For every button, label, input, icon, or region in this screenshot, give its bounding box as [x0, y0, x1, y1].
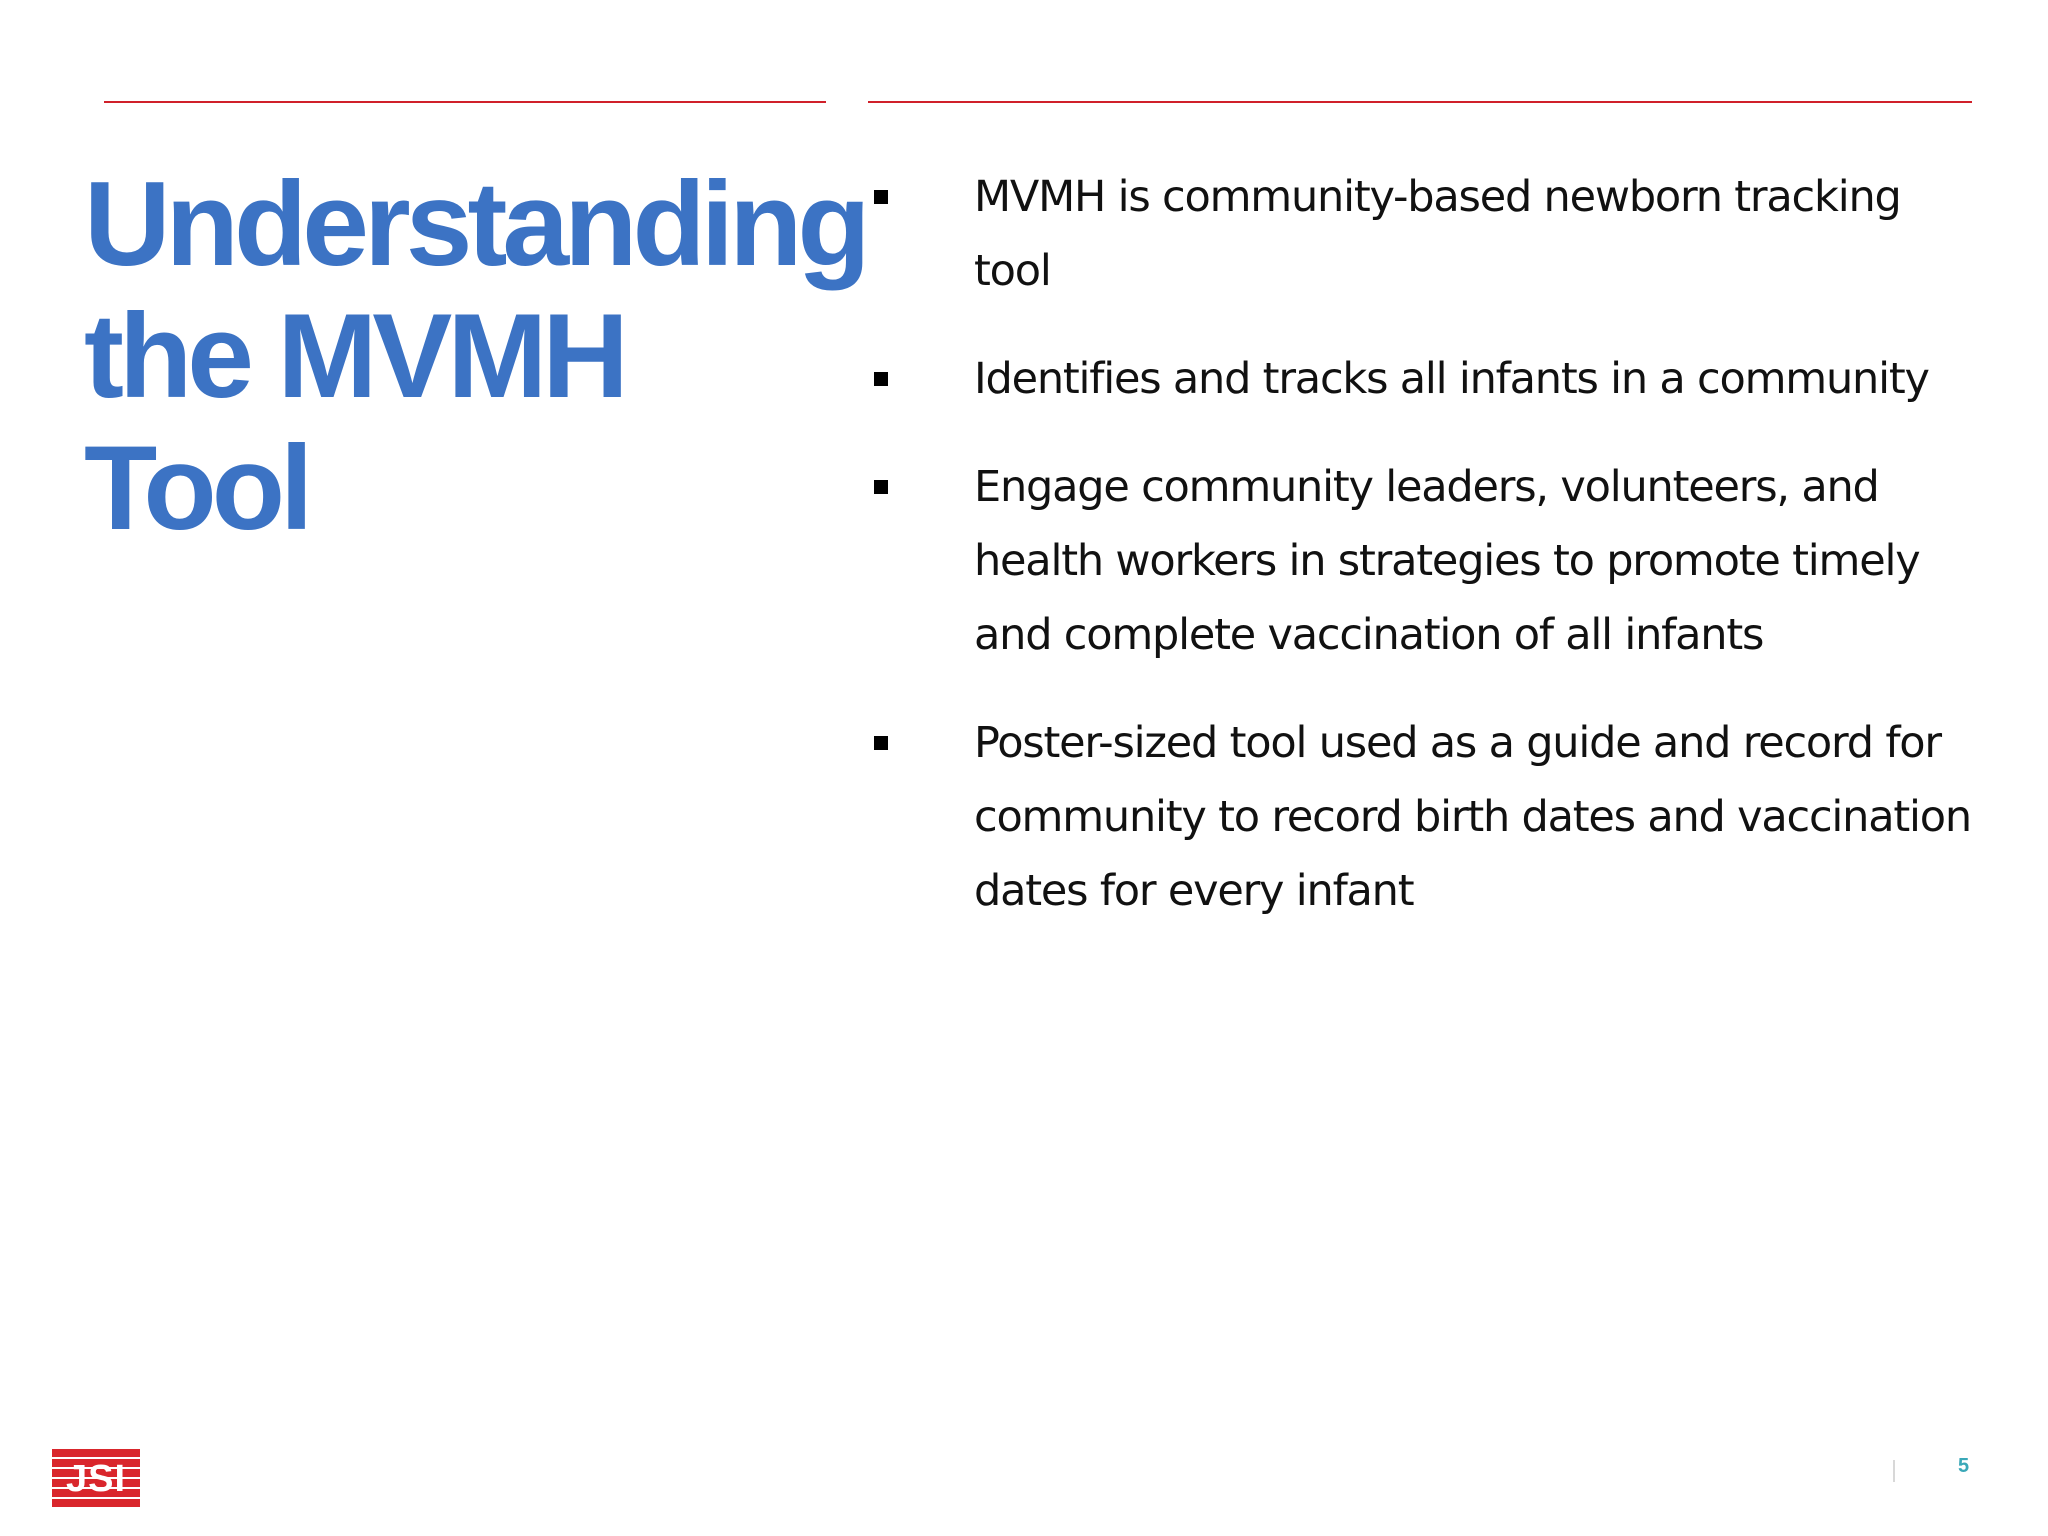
title-line-2: the MVMH [84, 289, 624, 423]
bullet-item [870, 342, 1980, 416]
bullet-text: Identifies and tracks all infants in a community [974, 354, 1929, 404]
title-line-1: Understanding [84, 157, 866, 291]
title-line-3: Tool [84, 421, 309, 555]
bullet-item [870, 706, 1980, 928]
bullet-text: Engage community leaders, volunteers, and health workers in strategies to promote timely and complete vaccination of all infants [974, 462, 1920, 660]
square-bullet-icon [874, 372, 888, 386]
bullet-item [870, 450, 1980, 672]
bullet-list [870, 160, 1980, 962]
jsi-logo [52, 1449, 140, 1509]
right-header-rule [868, 101, 1972, 103]
logo-text: JSI [65, 1457, 127, 1500]
footer-divider [1893, 1460, 1895, 1482]
page-number: 5 [1958, 1455, 1970, 1477]
square-bullet-icon [874, 190, 888, 204]
bullet-item [870, 160, 1980, 308]
square-bullet-icon [874, 480, 888, 494]
bullet-text: Poster-sized tool used as a guide and record for community to record birth dates and vaccination dates for every infant [974, 718, 1971, 916]
slide-title [84, 157, 866, 555]
square-bullet-icon [874, 736, 888, 750]
left-header-rule [104, 101, 826, 103]
bullet-text: MVMH is community-based newborn tracking tool [974, 172, 1901, 296]
